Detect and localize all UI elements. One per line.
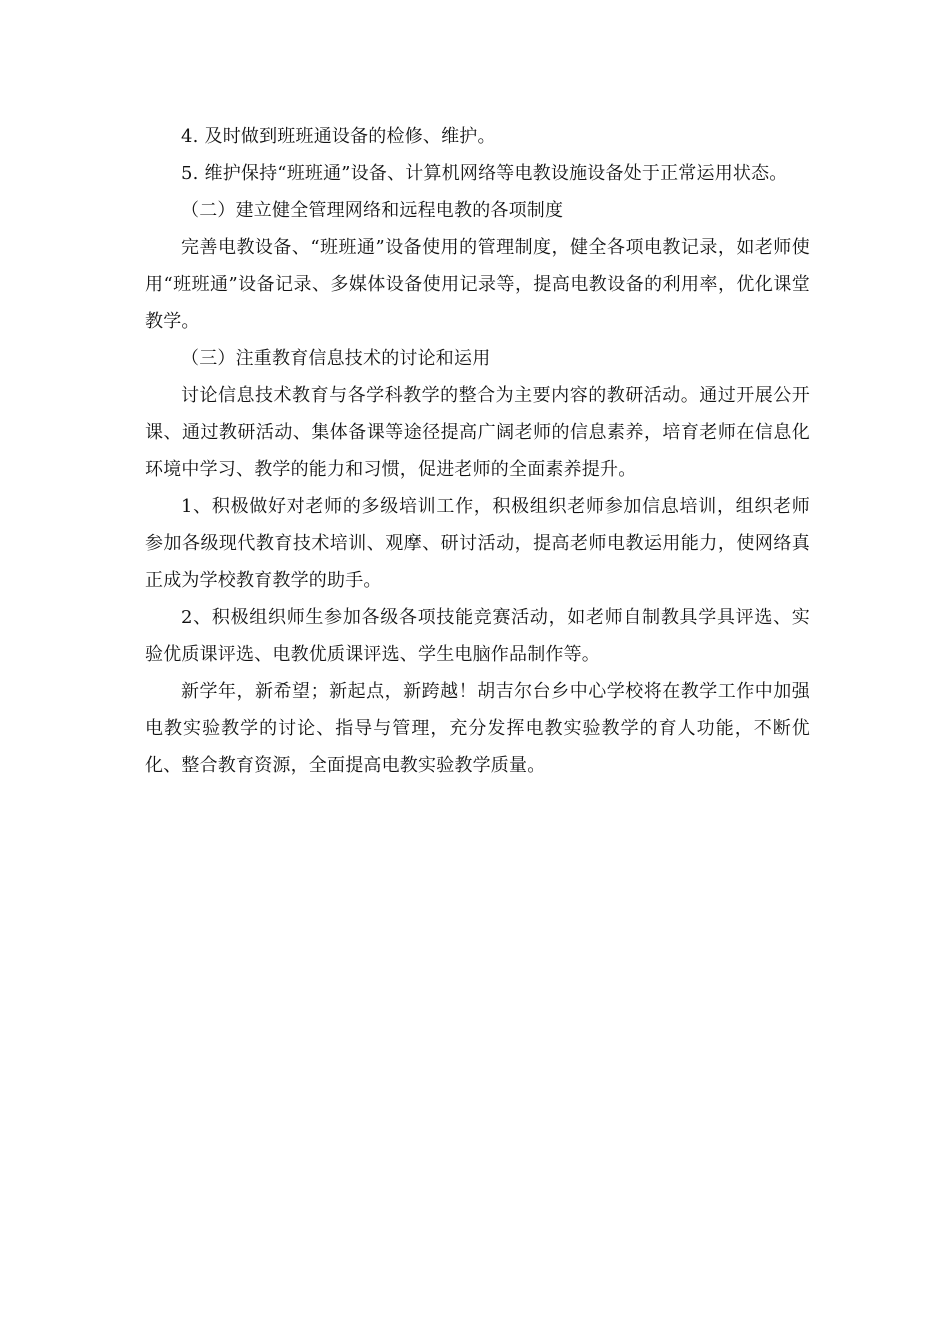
paragraph-item-5: 5. 维护保持“班班通”设备、计算机网络等电教设施设备处于正常运用状态。 — [181, 163, 788, 184]
paragraph-item-4: 4. 及时做到班班通设备的检修、维护。 — [181, 126, 496, 147]
paragraph-training: 1、积极做好对老师的多级培训工作，积极组织老师参加信息培训，组织老师参加各级现代教育技术培训、观摩、研讨活动，提高老师电教运用能力，使网络真正成为学校教育教学的助手。 — [145, 496, 810, 591]
section-heading-3: （三）注重教育信息技术的讨论和运用 — [181, 348, 491, 369]
section-heading-2: （二）建立健全管理网络和远程电教的各项制度 — [181, 200, 564, 221]
document-body — [145, 118, 810, 784]
paragraph-conclusion: 新学年，新希望；新起点，新跨越！胡吉尔台乡中心学校将在教学工作中加强电教实验教学的讨论、指导与管理，充分发挥电教实验教学的育人功能，不断优化、整合教育资源，全面提高电教实验教学质量。 — [145, 681, 810, 776]
paragraph-research-activities: 讨论信息技术教育与各学科教学的整合为主要内容的教研活动。通过开展公开课、通过教研活动、集体备课等途径提高广阔老师的信息素养，培育老师在信息化环境中学习、教学的能力和习惯，促进老师的全面素养提升。 — [145, 385, 810, 480]
paragraph-management-system: 完善电教设备、“班班通”设备使用的管理制度，健全各项电教记录，如老师使用“班班通”设备记录、多媒体设备使用记录等，提高电教设备的利用率，优化课堂教学。 — [145, 237, 810, 332]
paragraph-competitions: 2、积极组织师生参加各级各项技能竞赛活动，如老师自制教具学具评选、实验优质课评选、电教优质课评选、学生电脑作品制作等。 — [145, 607, 810, 665]
